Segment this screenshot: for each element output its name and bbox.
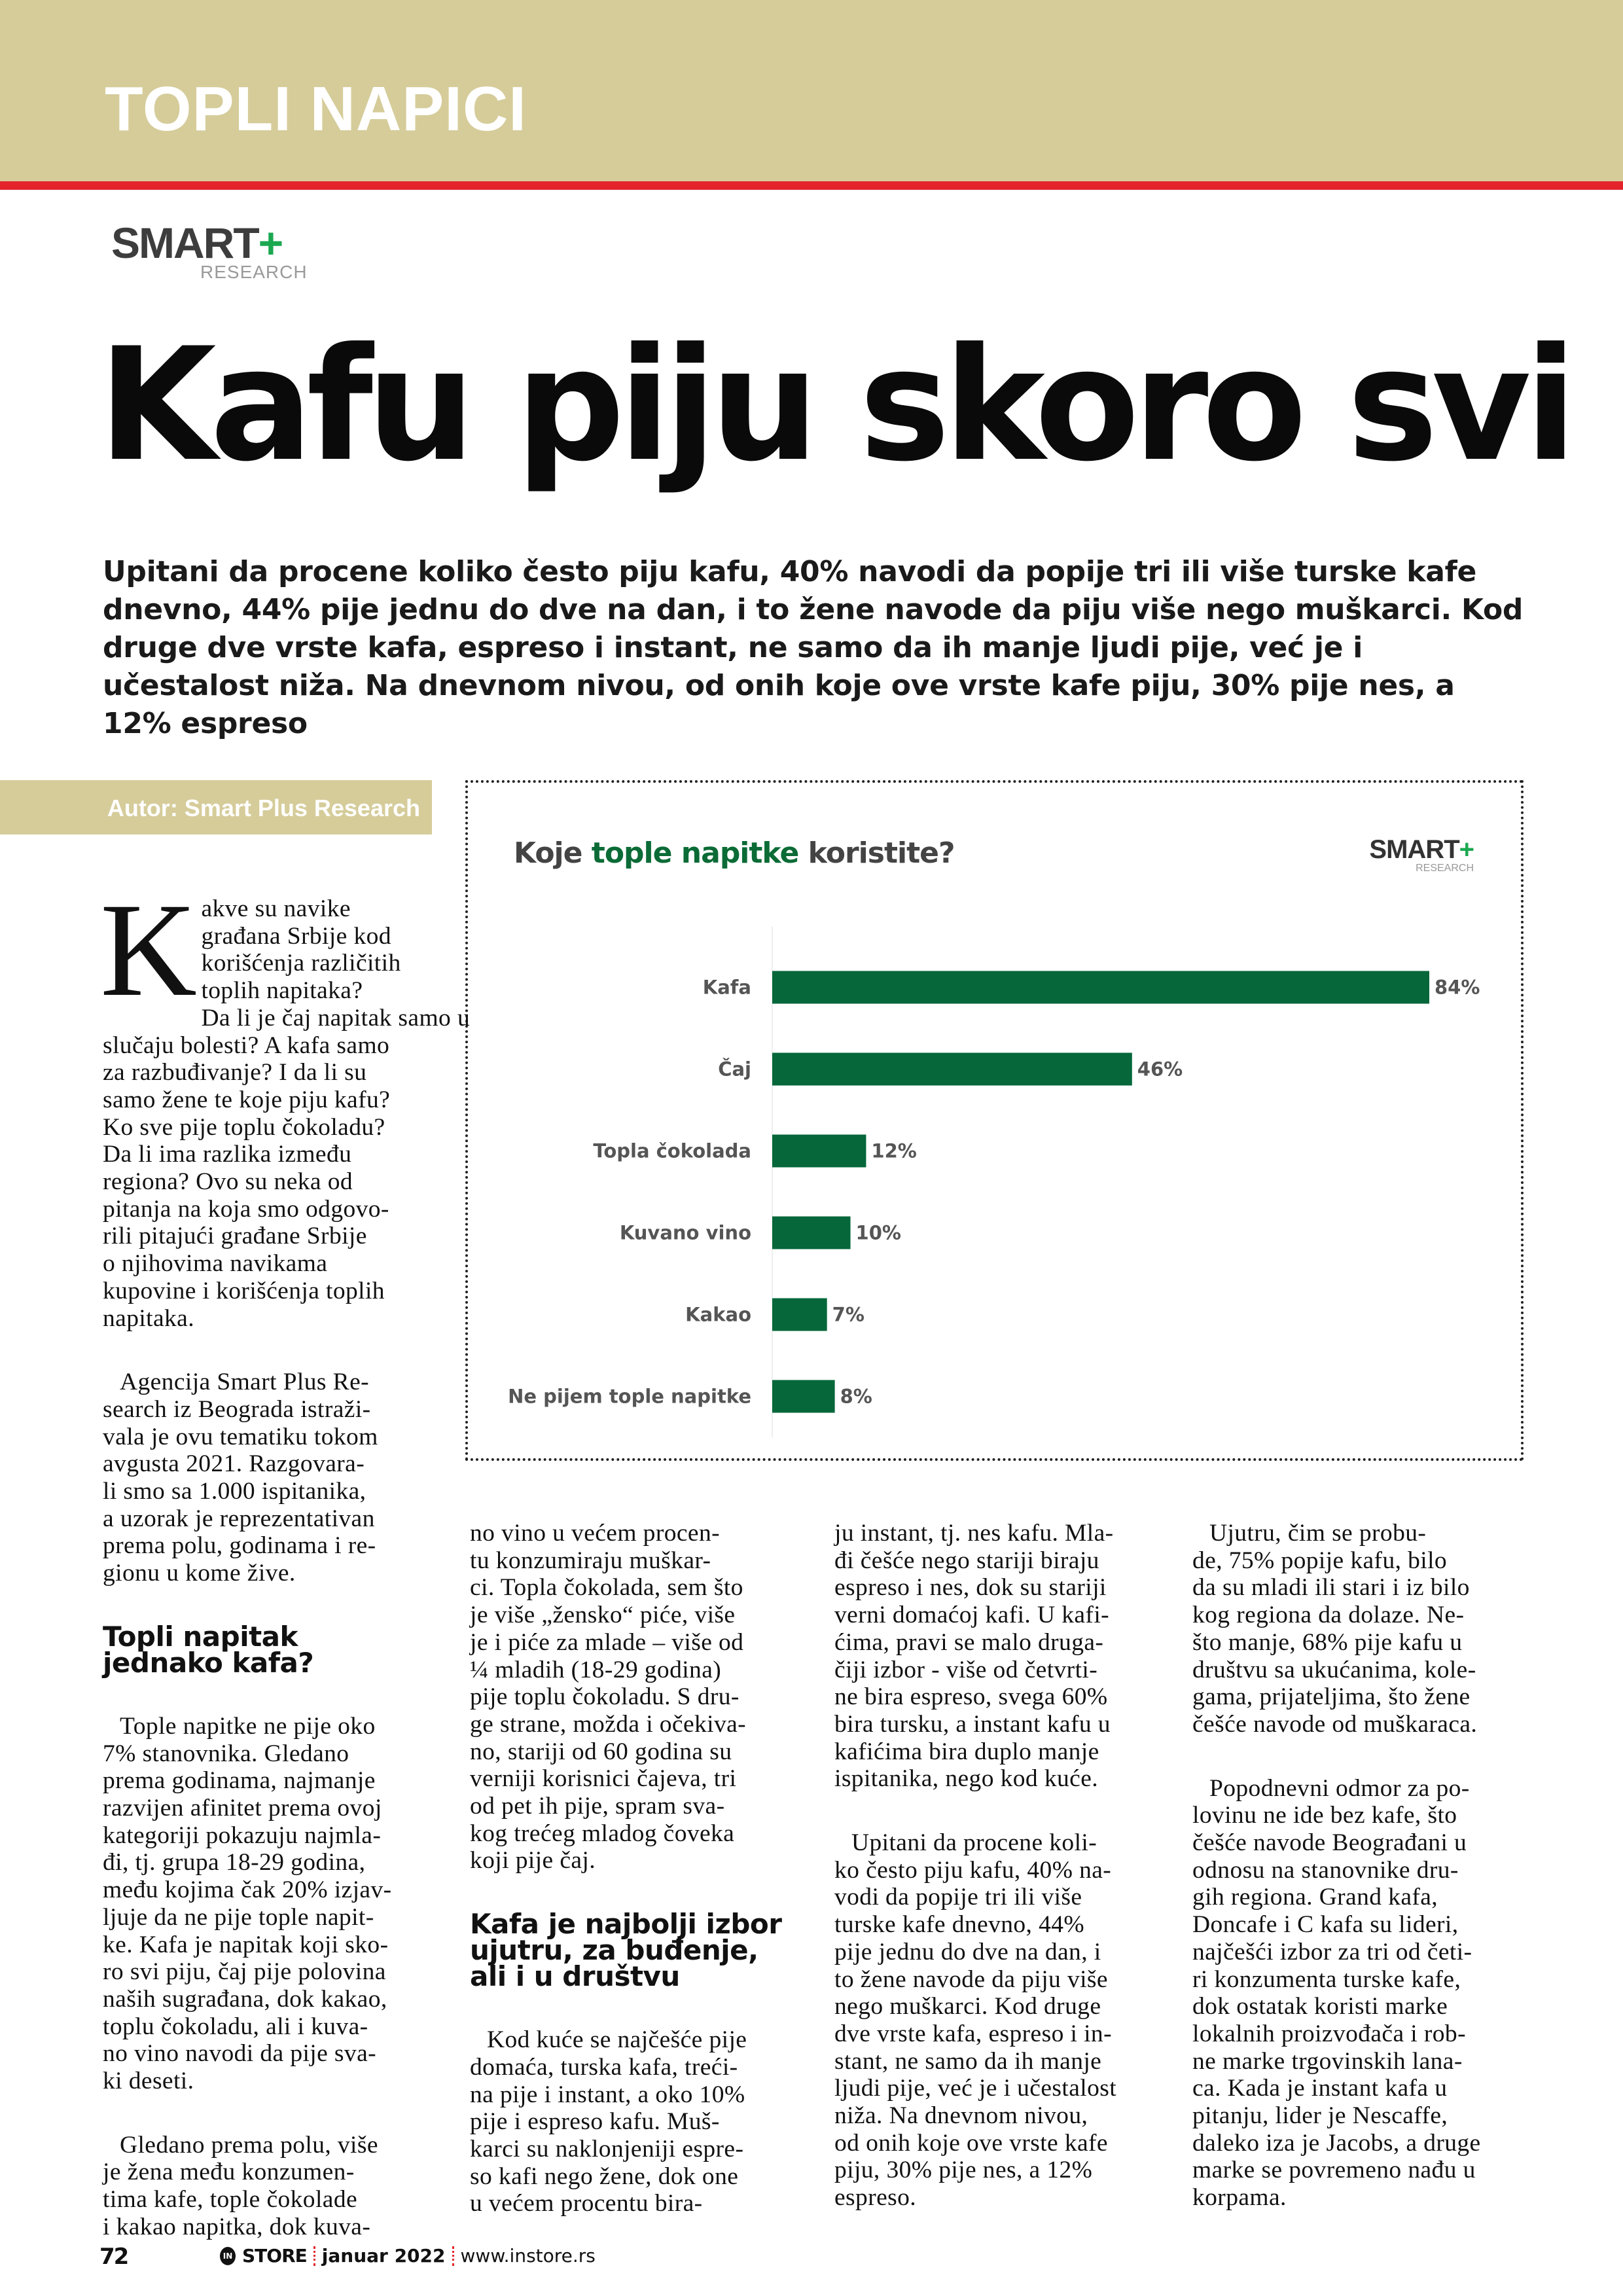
text-line: ri konzumenta turske kafe, [1192,1965,1461,1993]
text-line: gama, prijateljima, što žene [1192,1683,1471,1711]
text-line: odnosu na stanovnike dru- [1192,1856,1459,1884]
text-line: no vino u većem procen- [470,1520,720,1547]
text-line: li smo sa 1.000 ispitanika, [103,1478,366,1505]
text-line: search iz Beograda istraži- [103,1395,371,1423]
magazine-info [220,2245,596,2267]
text-line: ujutru, za buđenje, [470,1934,758,1967]
text-line: Kod kuće se najčešće pije [487,2026,747,2054]
bar-chart [468,783,1522,1458]
value-label: 12% [871,1139,917,1162]
text-line: ćima, pravi se malo druga- [834,1628,1104,1656]
value-label: 10% [855,1221,901,1244]
text-line: marke se povremeno nađu u [1192,2157,1476,2184]
text-line: a uzorak je reprezentativan [103,1505,375,1532]
text-line: kog trećeg mladog čoveka [470,1820,735,1847]
paragraph [834,1520,1168,1793]
text-line: ¼ mladih (18-29 godina) [470,1656,722,1683]
text-line: među kojima čak 20% izjav- [103,1876,392,1904]
text-line: Ko sve pije toplu čokoladu? [103,1113,385,1141]
text-line: Doncafe i C kafa su lideri, [1192,1911,1459,1939]
article-title: Kafu piju skoro svi [98,315,1571,496]
text-line: đi češće nego stariji biraju [834,1547,1099,1574]
plus-icon: + [258,219,283,267]
text-line: čiji izbor - više od četvrti- [834,1656,1098,1683]
text-line: no vino navodi da pije sva- [103,2040,377,2068]
chart-title-part: Koje [514,836,592,870]
text-line: kafićima bira duplo manje [834,1738,1099,1765]
text-line: verni domaćoj kafi. U kafi- [834,1602,1110,1629]
text-line: piju, 30% pije nes, a 12% [834,2157,1093,2184]
text-line: građana Srbije kod [201,922,391,950]
text-line: akve su navike [201,895,351,922]
text-column-2 [470,1520,804,2254]
text-line: i kakao napitka, dok kuva- [103,2213,371,2240]
text-line: espreso i nes, dok su stariji [834,1574,1107,1602]
text-column-4 [1192,1520,1526,2248]
text-line: korpama. [1192,2184,1287,2212]
section-heading [103,1620,437,1679]
text-line: bira tursku, a instant kafu u [834,1710,1111,1738]
text-line: pitanja na koja smo odgovo- [103,1195,389,1223]
text-line: ali i u društvu [470,1960,680,1993]
chart-title-part: koristite? [798,836,955,870]
text-line: karci su naklonjeniji espre- [470,2135,744,2162]
text-line: kupovine i korišćenja toplih [103,1277,385,1304]
text-line: napitaka. [103,1304,194,1332]
text-line: ne bira espreso, svega 60% [834,1683,1108,1711]
text-line: tima kafe, tople čokolade [103,2186,358,2214]
paragraph [470,1520,804,1874]
text-line: od onih koje ove vrste kafe [834,2129,1108,2157]
text-line: regiona? Ovo su neka od [103,1168,353,1196]
text-line: češće navode Beograđani u [1192,1829,1467,1857]
text-line: pitanju, lider je Nescaffe, [1192,2102,1448,2130]
text-line: avgusta 2021. Razgovara- [103,1450,365,1478]
divider [313,2246,315,2266]
category-label: Topla čokolada [593,1139,751,1162]
text-line: ge strane, možda i očekiva- [470,1710,747,1738]
header-divider [0,181,1623,190]
text-line: češće navode od muškaraca. [1192,1710,1478,1738]
text-line: da su mladi ili stari i iz bilo [1192,1574,1470,1602]
author-byline: Autor: Smart Plus Research [0,780,432,834]
page-footer [0,2244,785,2270]
chart-title-accent: tople napitke [591,836,799,870]
article-lead: Upitani da procene koliko često piju kafu, 40% navodi da popije tri ili više turske kafe dnevno, 44% pije jednu do dve na dan, i to žene navode da piju više nego muškarci. Kod druge dve vrste kafa, espreso i instant, ne samo da ih manje ljudi pije, već je i učestalost niža. Na dnevnom nivou, od onih koje ove vrste kafe piju, 30% pije nes, a 12% espreso [103,555,1524,740]
text-line: kog regiona da dolaze. Ne- [1192,1602,1465,1629]
text-line: to žene navode da piju više [834,1965,1108,1993]
drop-cap: K [100,876,198,1024]
text-line: 7% stanovnika. Gledano [103,1740,349,1767]
text-line: domaća, turska kafa, treći- [470,2053,738,2081]
text-line: Ujutru, čim se probu- [1209,1520,1427,1547]
text-line: vodi da popije tri ili više [834,1884,1082,1911]
magazine-name: STORE [242,2245,307,2267]
section-title: TOPLI NAPICI [105,74,527,144]
text-line: vala je ovu tematiku tokom [103,1423,378,1450]
issue-date: januar 2022 [321,2245,446,2267]
chart-panel [465,780,1524,1461]
text-line: ko često piju kafu, 40% na- [834,1856,1112,1884]
paragraph [103,2132,437,2241]
text-line: espreso. [834,2184,917,2212]
text-line: kategoriji pokazuju najmla- [103,1821,382,1849]
text-line: ci. Topla čokolada, sem što [470,1574,743,1602]
text-line: Gledano prema polu, više [120,2131,378,2159]
text-line: pije i espreso kafu. Muš- [470,2108,720,2136]
section-heading [470,1908,804,1993]
paragraph [103,1713,437,2095]
bar [772,1135,866,1168]
text-line: no, stariji od 60 godina su [470,1738,732,1765]
category-label: Čaj [718,1058,751,1081]
text-line: ju instant, tj. nes kafu. Mla- [834,1520,1114,1547]
text-line: što manje, 68% pije kafu u [1192,1628,1463,1656]
category-label: Ne pijem tople napitke [508,1385,751,1408]
paragraph [1192,1520,1526,1738]
bar [772,1217,851,1249]
text-line: turske kafe dnevno, 44% [834,1911,1085,1939]
bar [772,971,1429,1004]
divider [452,2246,454,2266]
value-label: 7% [832,1303,865,1326]
smart-research-logo [111,221,308,287]
text-line: za razbuđivanje? I da li su [103,1059,367,1086]
text-line: stant, ne samo da ih manje [834,2047,1102,2075]
text-line: razvijen afinitet prema ovoj [103,1794,382,1821]
text-line: rili pitajući građane Srbije [103,1223,367,1250]
text-line: jednako kafa? [103,1646,314,1679]
text-line: lovinu ne ide bez kafe, što [1192,1802,1457,1829]
text-line: dok ostatak koristi marke [1192,1993,1448,2020]
text-line: slučaju bolesti? A kafa samo [103,1031,390,1059]
text-line: ljuje da ne pije tople napit- [103,1903,374,1931]
text-line: Da li je čaj napitak samo u [201,1004,471,1031]
text-line: koji pije čaj. [470,1847,596,1874]
text-line: toplu čokoladu, ali i kuva- [103,2013,368,2040]
text-line: na pije i instant, a oko 10% [470,2081,745,2108]
paragraph [470,2026,804,2217]
text-line: Da li ima razlika između [103,1141,352,1168]
text-line: pije jednu do dve na dan, i [834,1938,1101,1965]
logo-text: SMART [111,219,259,267]
text-line: niža. Na dnevnom nivou, [834,2102,1088,2130]
text-line: daleko iza je Jacobs, a druge [1192,2129,1481,2157]
value-label: 46% [1137,1058,1183,1081]
text-line: pije toplu čokoladu. S dru- [470,1683,740,1711]
paragraph [103,1369,437,1587]
text-line: prema godinama, najmanje [103,1767,376,1795]
text-line: ro svi piju, čaj pije polovina [103,1958,386,1986]
text-line: ne marke trgovinskih lana- [1192,2047,1463,2075]
paragraph [834,1829,1168,2212]
chart-logo-subtitle: RESEARCH [1416,863,1474,874]
text-line: gih regiona. Grand kafa, [1192,1884,1438,1911]
text-line: nego muškarci. Kod druge [834,1993,1101,2020]
text-line: najčešći izbor za tri od četi- [1192,1938,1472,1965]
text-line: društvu sa ukućanima, kole- [1192,1656,1476,1683]
text-line: ispitanika, nego kod kuće. [834,1765,1099,1793]
text-line: so kafi nego žene, dok one [470,2162,739,2190]
paragraph [1192,1775,1526,2212]
logo-subtitle: RESEARCH [200,262,308,282]
paragraph [100,876,471,1332]
text-line: Agencija Smart Plus Re- [120,1369,370,1396]
plus-icon: + [1459,835,1474,864]
text-line: prema polu, godinama i re- [103,1532,376,1560]
value-label: 8% [840,1385,872,1408]
text-line: tu konzumiraju muškar- [470,1547,711,1574]
text-line: ke. Kafa je napitak koji sko- [103,1931,389,1958]
text-line: verniji korisnici čajeva, tri [470,1765,737,1793]
text-line: je i piće za mlade – više od [470,1628,744,1656]
text-line: dve vrste kafa, espreso i in- [834,2020,1112,2047]
text-line: naših sugrađana, dok kakao, [103,1985,387,2013]
text-line: Kafa je najbolji izbor [470,1908,782,1941]
page-number: 72 [99,2244,128,2270]
text-line: de, 75% popije kafu, bilo [1192,1547,1448,1574]
text-line: ki deseti. [103,2068,194,2095]
category-label: Kuvano vino [619,1221,751,1244]
text-line: Tople napitke ne pije oko [120,1712,376,1740]
value-label: 84% [1435,976,1480,999]
text-line: je žena među konzumen- [103,2159,355,2186]
bar [772,1380,835,1413]
chart-logo-text: SMART [1369,835,1459,864]
text-line: o njihovima navikama [103,1250,328,1278]
text-line: samo žene te koje piju kafu? [103,1086,391,1113]
text-line: u većem procentu bira- [470,2190,703,2217]
text-line: Popodnevni odmor za po- [1209,1774,1470,1802]
text-line: toplih napitaka? [201,977,363,1005]
text-line: ca. Kada je instant kafa u [1192,2075,1448,2102]
text-line: ljudi pije, već je i učestalost [834,2075,1117,2102]
text-column-3 [834,1520,1168,2248]
text-line: Upitani da procene koli- [851,1829,1097,1857]
category-label: Kakao [685,1303,751,1326]
bar [772,1299,827,1331]
text-column-1 [100,876,471,2278]
instore-badge-icon: IN [220,2247,236,2265]
website-link[interactable]: www.instore.rs [460,2245,596,2267]
text-line: đi, tj. grupa 18-29 godina, [103,1849,366,1876]
bar [772,1053,1132,1086]
category-label: Kafa [702,976,751,999]
text-line: lokalnih proizvođača i rob- [1192,2020,1466,2047]
text-line: od pet ih pije, spram sva- [470,1793,725,1820]
text-line: korišćenja različitih [201,950,401,977]
text-line: je više „žensko“ piće, više [470,1602,736,1629]
text-line: Topli napitak [103,1620,298,1653]
text-line: gionu u kome žive. [103,1560,296,1587]
